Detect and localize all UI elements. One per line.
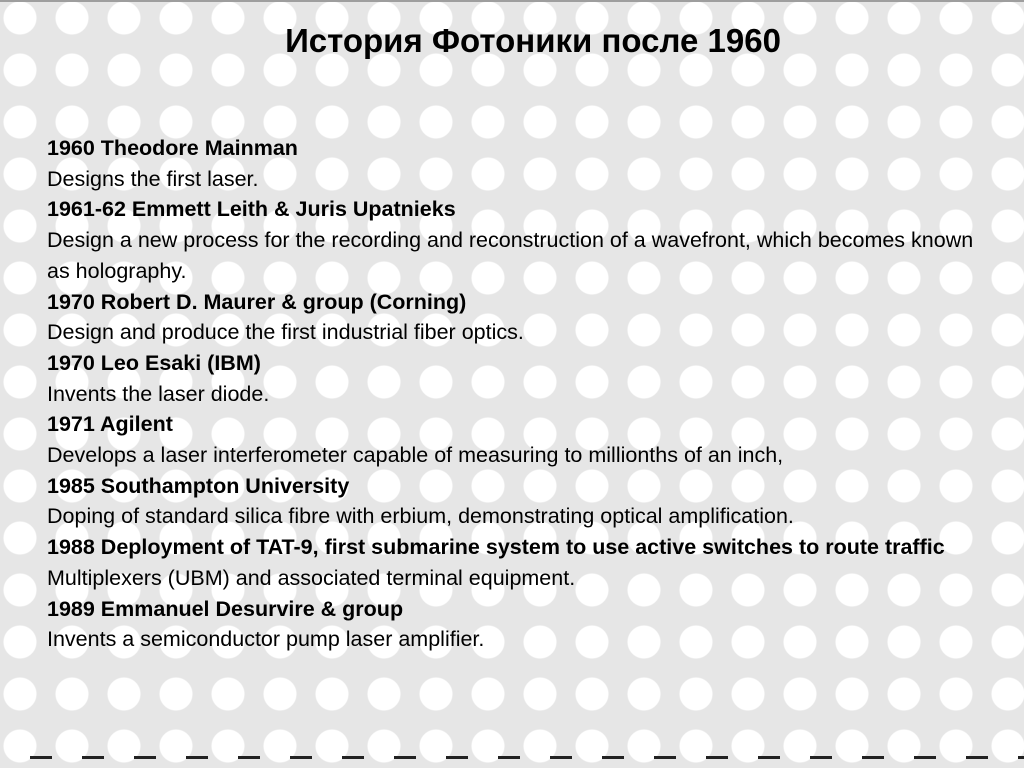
timeline-entry xyxy=(47,287,987,348)
timeline-entry xyxy=(47,532,987,593)
entry-description: Invents a semiconductor pump laser amplifier. xyxy=(47,627,485,652)
timeline-entry xyxy=(47,471,987,532)
entry-heading: 1961-62 Emmett Leith & Juris Upatnieks xyxy=(47,197,456,222)
entry-description: Develops a laser interferometer capable of measuring to millionths of an inch, xyxy=(47,443,784,468)
timeline-entry xyxy=(47,409,987,470)
entry-heading: 1970 Leo Esaki (IBM) xyxy=(47,350,261,375)
timeline-list xyxy=(47,133,987,655)
entry-description: Invents the laser diode. xyxy=(47,381,270,406)
timeline-entry xyxy=(47,194,987,286)
timeline-entry xyxy=(47,594,987,655)
top-border-line xyxy=(0,0,1024,2)
timeline-entry xyxy=(47,348,987,409)
entry-heading: 1971 Agilent xyxy=(47,412,173,437)
entry-heading: 1989 Emmanuel Desurvire & group xyxy=(47,596,404,621)
bottom-dashed-line xyxy=(0,756,1024,759)
timeline-entry xyxy=(47,133,987,194)
entry-heading: 1960 Theodore Mainman xyxy=(47,136,298,160)
entry-description: Multiplexers (UBM) and associated terminal equipment. xyxy=(47,565,576,590)
entry-description: Doping of standard silica fibre with erbium, demonstrating optical amplification. xyxy=(47,504,794,529)
entry-description: Designs the first laser. xyxy=(47,166,259,191)
entry-description: Design a new process for the recording and reconstruction of a wavefront, which becomes known as holography. xyxy=(47,228,974,283)
entry-description: Design and produce the first industrial fiber optics. xyxy=(47,320,524,345)
entry-heading: 1970 Robert D. Maurer & group (Corning) xyxy=(47,289,467,314)
entry-heading: 1985 Southampton University xyxy=(47,473,350,498)
slide-title: История Фотоники после 1960 xyxy=(285,22,781,59)
entry-heading: 1988 Deployment of TAT-9, first submarine system to use active switches to route traffic xyxy=(47,535,945,560)
